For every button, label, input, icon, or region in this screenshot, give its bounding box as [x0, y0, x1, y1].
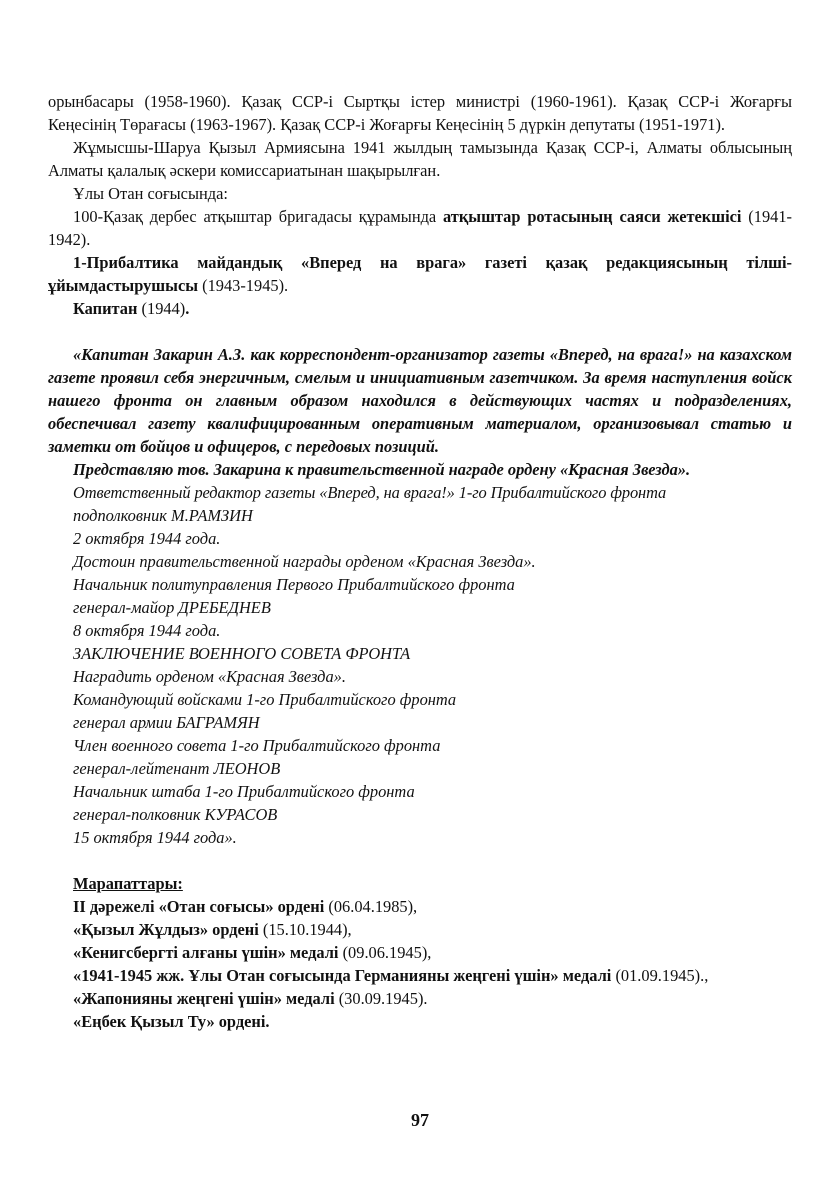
awards-heading-text: Марапаттары:: [73, 874, 183, 893]
bio-paragraph-2: Жұмысшы-Шаруа Қызыл Армиясына 1941 жылдың тамызында Қазақ ССР-і, Алматы облысының Алматы қалалық әскери комиссариатынан шақырылған.: [48, 138, 792, 180]
award-item: [48, 895, 792, 918]
citation-line: 2 октября 1944 года.: [73, 529, 221, 548]
bio-paragraph-1: орынбасары (1958-1960). Қазақ ССР-і Сыртқы істер министрі (1960-1961). Қазақ ССР-і Жоғарғы Кеңесінің Төрағасы (1963-1967). Қазақ ССР-і Жоғарғы Кеңесінің 5 дүркін депутаты (1951-1971).: [48, 92, 792, 134]
citation-line: Ответственный редактор газеты «Вперед, на врага!» 1-го Прибалтийского фронта: [73, 483, 667, 502]
citation-line: Член военного совета 1-го Прибалтийского фронта: [73, 736, 441, 755]
award-item: [48, 1010, 792, 1033]
award-date: (30.09.1945).: [334, 989, 428, 1008]
position-title: 1-Прибалтика майдандық «Вперед на врага» газеті қазақ редакциясының тілші-ұйымдастырушысы: [48, 253, 792, 295]
award-date: (01.09.1945).,: [611, 966, 709, 985]
citation-line: генерал-лейтенант ЛЕОНОВ: [73, 759, 281, 778]
citation-line: подполковник М.РАМЗИН: [73, 506, 253, 525]
award-name: «Еңбек Қызыл Ту» ордені.: [73, 1012, 270, 1031]
citation-recommendation: [48, 458, 792, 481]
citation-line: Начальник политуправления Первого Прибалтийского фронта: [73, 575, 515, 594]
spacer: [48, 849, 792, 872]
award-name: «Қызыл Жұлдыз» ордені: [73, 920, 259, 939]
citation-text: [48, 343, 792, 458]
awards-heading: [48, 872, 792, 895]
recommendation-text: Представляю тов. Закарина к правительственной награде ордену «Красная Звезда».: [73, 460, 691, 479]
award-item: [48, 987, 792, 1010]
citation-line: Начальник штаба 1-го Прибалтийского фронта: [73, 782, 415, 801]
award-date: (09.06.1945),: [338, 943, 432, 962]
citation-line: генерал-майор ДРЕБЕДНЕВ: [73, 598, 271, 617]
citation-bold: «Капитан Закарин А.З. как корреспондент-организатор газеты «Вперед, на врага!» на казахском газете проявил себя энергичным, смелым и инициативным газетчиком. За время наступления войск нашего фронта он главным образом находился в действующих частях и подразделениях, обеспечивал газету квалифицированным оперативным материалом, организовывал статью и заметки от бойцов и офицеров, с передовых позиций.: [48, 345, 792, 456]
text-run: 100-Қазақ дербес атқыштар бригадасы құрамында: [73, 207, 444, 226]
award-name: «Жапонияны жеңгені үшін» медалі: [73, 989, 335, 1008]
citation-line: 15 октября 1944 года».: [73, 828, 237, 847]
citation-line: Наградить орденом «Красная Звезда».: [73, 667, 346, 686]
text-run: .: [185, 299, 190, 318]
spacer: [48, 320, 792, 343]
award-item: [48, 918, 792, 941]
award-name: «1941-1945 жж. Ұлы Отан соғысында Германияны жеңгені үшін» медалі: [73, 966, 612, 985]
bio-paragraph-5: [48, 251, 792, 297]
position-title: атқыштар ротасының саяси жетекшісі: [443, 207, 742, 226]
citation-line: Достоин правительственной награды орденом «Красная Звезда».: [73, 552, 536, 571]
text-run: (1941-1942).: [48, 207, 792, 249]
text-run: (1944): [137, 299, 186, 318]
award-date: (15.10.1944),: [258, 920, 352, 939]
text-run: (1943-1945).: [198, 276, 289, 295]
citation-line: генерал-полковник КУРАСОВ: [73, 805, 278, 824]
citation-line: генерал армии БАГРАМЯН: [73, 713, 260, 732]
award-date: (06.04.1985),: [324, 897, 418, 916]
award-name: ІІ дәрежелі «Отан соғысы» ордені: [73, 897, 325, 916]
bio-paragraph-4: [48, 205, 792, 251]
award-name: «Кенигсбергті алғаны үшін» медалі: [73, 943, 339, 962]
award-item: [48, 941, 792, 964]
citation-line: 8 октября 1944 года.: [73, 621, 221, 640]
page-content: [48, 90, 792, 1033]
rank-title: Капитан: [73, 299, 138, 318]
bio-paragraph-6: [48, 297, 792, 320]
citation-line: Командующий войсками 1-го Прибалтийского фронта: [73, 690, 457, 709]
citation-line: ЗАКЛЮЧЕНИЕ ВОЕННОГО СОВЕТА ФРОНТА: [73, 644, 411, 663]
bio-paragraph-3: Ұлы Отан соғысында:: [73, 184, 228, 203]
award-item: [48, 964, 792, 987]
page-number: 97: [411, 1110, 429, 1130]
